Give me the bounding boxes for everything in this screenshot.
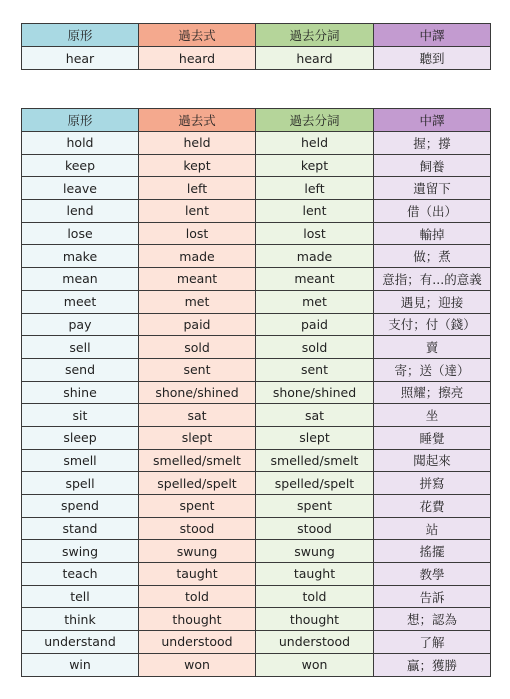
translation-cell: 賣 — [374, 336, 491, 359]
translation-cell: 聽到 — [374, 47, 491, 70]
header-translation: 中譯 — [374, 109, 491, 132]
past-participle-cell: kept — [256, 154, 374, 177]
translation-cell: 支付；付（錢） — [374, 313, 491, 336]
base-form-cell: swing — [22, 540, 139, 563]
table-row — [22, 132, 491, 155]
past-tense-cell: swung — [139, 540, 256, 563]
past-participle-cell: shone/shined — [256, 381, 374, 404]
past-participle-cell: swung — [256, 540, 374, 563]
header-base-form: 原形 — [22, 109, 139, 132]
table-row — [22, 47, 491, 70]
past-tense-cell: sold — [139, 336, 256, 359]
translation-cell: 贏；獲勝 — [374, 653, 491, 676]
table-row — [22, 585, 491, 608]
translation-cell: 教學 — [374, 563, 491, 586]
table-row — [22, 631, 491, 654]
past-tense-cell: smelled/smelt — [139, 449, 256, 472]
table-row — [22, 517, 491, 540]
past-participle-cell: told — [256, 585, 374, 608]
translation-cell: 握；撐 — [374, 132, 491, 155]
past-tense-cell: sent — [139, 358, 256, 381]
past-tense-cell: kept — [139, 154, 256, 177]
translation-cell: 拼寫 — [374, 472, 491, 495]
table-row — [22, 313, 491, 336]
past-tense-cell: made — [139, 245, 256, 268]
table-row — [22, 653, 491, 676]
base-form-cell: lose — [22, 222, 139, 245]
past-tense-cell: thought — [139, 608, 256, 631]
past-tense-cell: understood — [139, 631, 256, 654]
base-form-cell: teach — [22, 563, 139, 586]
translation-cell: 花費 — [374, 495, 491, 518]
past-participle-cell: won — [256, 653, 374, 676]
translation-cell: 站 — [374, 517, 491, 540]
base-form-cell: sit — [22, 404, 139, 427]
base-form-cell: lend — [22, 200, 139, 223]
table-row — [22, 245, 491, 268]
table-row — [22, 177, 491, 200]
table-row — [22, 495, 491, 518]
table-row — [22, 222, 491, 245]
table-row — [22, 290, 491, 313]
translation-cell: 了解 — [374, 631, 491, 654]
table-row — [22, 404, 491, 427]
table-row — [22, 472, 491, 495]
past-participle-cell: made — [256, 245, 374, 268]
header-past-tense: 過去式 — [139, 24, 256, 47]
base-form-cell: spend — [22, 495, 139, 518]
past-participle-cell: lent — [256, 200, 374, 223]
translation-cell: 照耀；擦亮 — [374, 381, 491, 404]
base-form-cell: think — [22, 608, 139, 631]
past-tense-cell: taught — [139, 563, 256, 586]
translation-cell: 告訴 — [374, 585, 491, 608]
past-tense-cell: spent — [139, 495, 256, 518]
past-participle-cell: met — [256, 290, 374, 313]
base-form-cell: meet — [22, 290, 139, 313]
base-form-cell: make — [22, 245, 139, 268]
base-form-cell: pay — [22, 313, 139, 336]
past-participle-cell: lost — [256, 222, 374, 245]
header-translation: 中譯 — [374, 24, 491, 47]
translation-cell: 睡覺 — [374, 426, 491, 449]
past-tense-cell: paid — [139, 313, 256, 336]
translation-cell: 借（出） — [374, 200, 491, 223]
past-participle-cell: left — [256, 177, 374, 200]
table-row — [22, 336, 491, 359]
past-participle-cell: taught — [256, 563, 374, 586]
table-row — [22, 449, 491, 472]
past-tense-cell: lent — [139, 200, 256, 223]
base-form-cell: hold — [22, 132, 139, 155]
past-participle-cell: smelled/smelt — [256, 449, 374, 472]
table-row — [22, 608, 491, 631]
table-row — [22, 426, 491, 449]
table-row — [22, 200, 491, 223]
past-tense-cell: shone/shined — [139, 381, 256, 404]
base-form-cell: mean — [22, 268, 139, 291]
translation-cell: 寄；送（達） — [374, 358, 491, 381]
past-tense-cell: spelled/spelt — [139, 472, 256, 495]
past-tense-cell: told — [139, 585, 256, 608]
base-form-cell: shine — [22, 381, 139, 404]
past-participle-cell: sold — [256, 336, 374, 359]
translation-cell: 想；認為 — [374, 608, 491, 631]
past-participle-cell: slept — [256, 426, 374, 449]
base-form-cell: sleep — [22, 426, 139, 449]
table-row — [22, 381, 491, 404]
translation-cell: 意指；有...的意義 — [374, 268, 491, 291]
past-tense-cell: won — [139, 653, 256, 676]
base-form-cell: spell — [22, 472, 139, 495]
past-tense-cell: left — [139, 177, 256, 200]
base-form-cell: understand — [22, 631, 139, 654]
translation-cell: 聞起來 — [374, 449, 491, 472]
past-participle-cell: paid — [256, 313, 374, 336]
translation-cell: 坐 — [374, 404, 491, 427]
base-form-cell: tell — [22, 585, 139, 608]
past-tense-cell: heard — [139, 47, 256, 70]
past-participle-cell: spent — [256, 495, 374, 518]
base-form-cell: win — [22, 653, 139, 676]
header-row — [22, 109, 491, 132]
table-row — [22, 563, 491, 586]
translation-cell: 輸掉 — [374, 222, 491, 245]
base-form-cell: send — [22, 358, 139, 381]
base-form-cell: smell — [22, 449, 139, 472]
past-tense-cell: held — [139, 132, 256, 155]
header-row — [22, 24, 491, 47]
past-tense-cell: met — [139, 290, 256, 313]
table-row — [22, 268, 491, 291]
base-form-cell: keep — [22, 154, 139, 177]
table-row — [22, 540, 491, 563]
past-participle-cell: heard — [256, 47, 374, 70]
past-tense-cell: meant — [139, 268, 256, 291]
header-past-participle: 過去分詞 — [256, 109, 374, 132]
base-form-cell: leave — [22, 177, 139, 200]
translation-cell: 飼養 — [374, 154, 491, 177]
past-participle-cell: held — [256, 132, 374, 155]
header-base-form: 原形 — [22, 24, 139, 47]
translation-cell: 做；煮 — [374, 245, 491, 268]
base-form-cell: sell — [22, 336, 139, 359]
past-participle-cell: spelled/spelt — [256, 472, 374, 495]
translation-cell: 搖擺 — [374, 540, 491, 563]
past-participle-cell: meant — [256, 268, 374, 291]
past-participle-cell: thought — [256, 608, 374, 631]
past-tense-cell: sat — [139, 404, 256, 427]
past-tense-cell: slept — [139, 426, 256, 449]
base-form-cell: stand — [22, 517, 139, 540]
verb-table-main — [21, 108, 491, 677]
past-participle-cell: sat — [256, 404, 374, 427]
translation-cell: 遇見；迎接 — [374, 290, 491, 313]
header-past-participle: 過去分詞 — [256, 24, 374, 47]
translation-cell: 遺留下 — [374, 177, 491, 200]
past-participle-cell: stood — [256, 517, 374, 540]
table-row — [22, 358, 491, 381]
past-tense-cell: lost — [139, 222, 256, 245]
header-past-tense: 過去式 — [139, 109, 256, 132]
verb-table-single — [21, 23, 491, 70]
table-row — [22, 154, 491, 177]
past-participle-cell: sent — [256, 358, 374, 381]
past-participle-cell: understood — [256, 631, 374, 654]
past-tense-cell: stood — [139, 517, 256, 540]
base-form-cell: hear — [22, 47, 139, 70]
